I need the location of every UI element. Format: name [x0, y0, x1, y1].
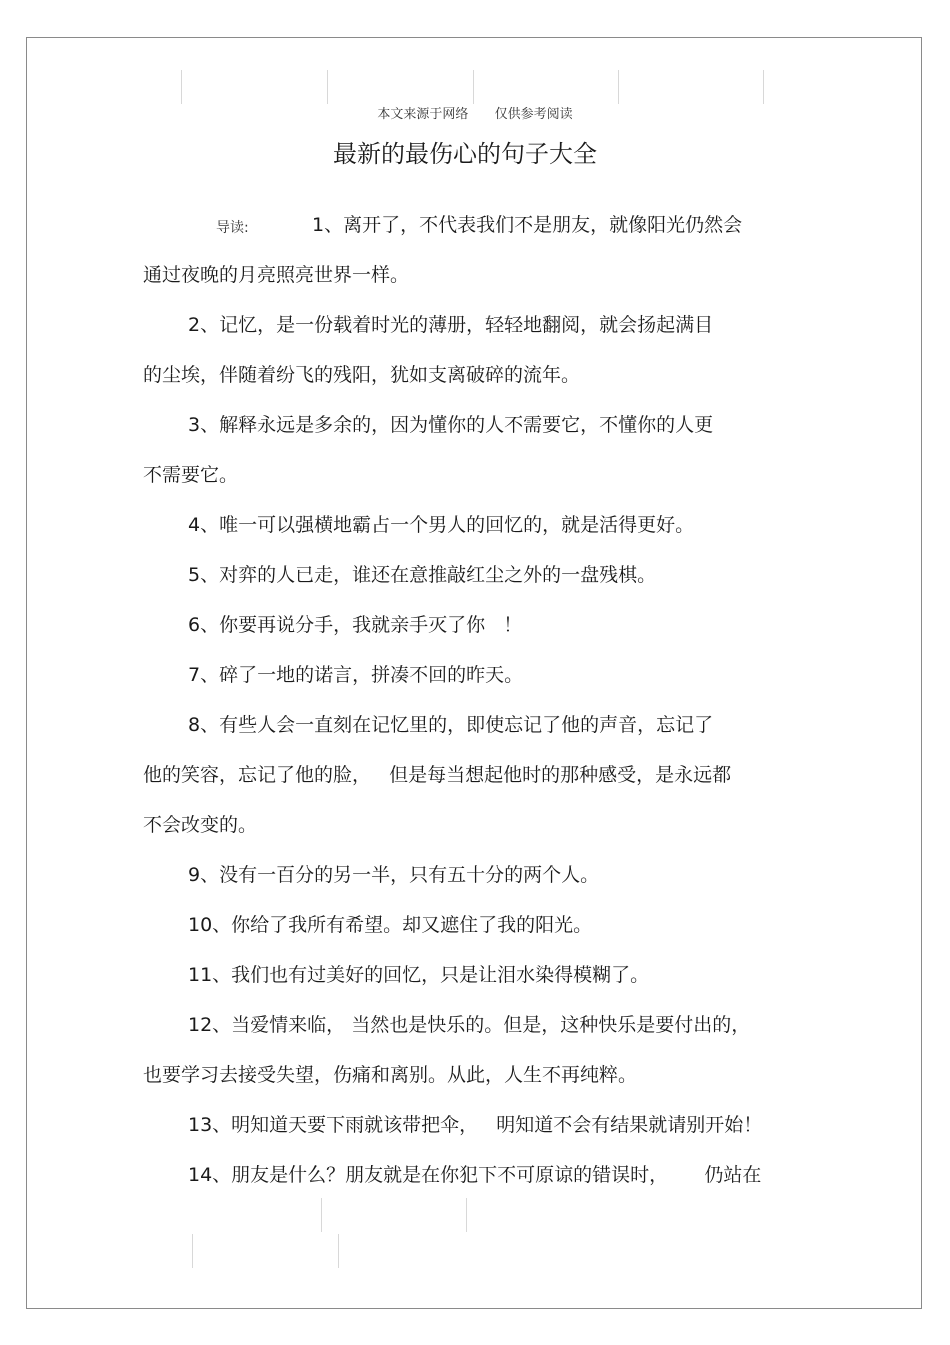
- text-line: 的尘埃，伴随着纷飞的残阳，犹如支离破碎的流年。: [143, 364, 581, 386]
- text-line: 不会改变的。: [143, 814, 258, 836]
- guide-tick: [181, 70, 182, 104]
- text-line: 9、没有一百分的另一半，只有五十分的两个人。: [188, 864, 600, 886]
- guide-tick: [618, 70, 619, 104]
- text-line: 3、解释永远是多余的，因为懂你的人不需要它，不懂你的人更: [188, 414, 714, 436]
- text-line: 他的笑容，忘记了他的脸， 但是每当想起他时的那种感受，是永远都: [143, 764, 732, 786]
- text-line: 1、离开了，不代表我们不是朋友，就像阳光仍然会: [312, 214, 743, 236]
- text-line: 10、你给了我所有希望。却又遮住了我的阳光。: [188, 914, 593, 936]
- text-line: 11、我们也有过美好的回忆，只是让泪水染得模糊了。: [188, 964, 650, 986]
- guide-tick: [466, 1198, 467, 1232]
- guide-tick: [338, 1234, 339, 1268]
- guide-tick: [192, 1234, 193, 1268]
- page-header: [0, 103, 950, 122]
- text-line: 4、唯一可以强横地霸占一个男人的回忆的，就是活得更好。: [188, 514, 695, 536]
- text-line: 12、当爱情来临， 当然也是快乐的。但是，这种快乐是要付出的，: [188, 1014, 751, 1036]
- reference-note: 仅供参考阅读: [494, 107, 573, 122]
- text-line: 2、记忆，是一份载着时光的薄册，轻轻地翻阅，就会扬起满目: [188, 314, 714, 336]
- text-line: 14、朋友是什么？朋友就是在你犯下不可原谅的错误时， 仍站在: [188, 1164, 762, 1186]
- guide-tick: [763, 70, 764, 104]
- source-note: 本文来源于网络: [377, 107, 469, 122]
- text-line: 8、有些人会一直刻在记忆里的，即使忘记了他的声音，忘记了: [188, 714, 714, 736]
- guide-tick: [473, 70, 474, 104]
- text-line: 通过夜晚的月亮照亮世界一样。: [143, 264, 410, 286]
- text-line: 5、对弈的人已走，谁还在意推敲红尘之外的一盘残棋。: [188, 564, 657, 586]
- guide-tick: [321, 1198, 322, 1232]
- text-line: 13、明知道天要下雨就该带把伞， 明知道不会有结果就请别开始！: [188, 1114, 763, 1136]
- text-line: 7、碎了一地的诺言，拼凑不回的昨天。: [188, 664, 524, 686]
- intro-label: 导读:: [216, 220, 249, 236]
- text-line: 不需要它。: [143, 464, 239, 486]
- guide-tick: [327, 70, 328, 104]
- text-line: 6、你要再说分手，我就亲手灭了你 ！: [188, 614, 523, 636]
- text-line: 也要学习去接受失望，伤痛和离别。从此，人生不再纯粹。: [143, 1064, 638, 1086]
- document-title: 最新的最伤心的句子大全: [333, 140, 597, 168]
